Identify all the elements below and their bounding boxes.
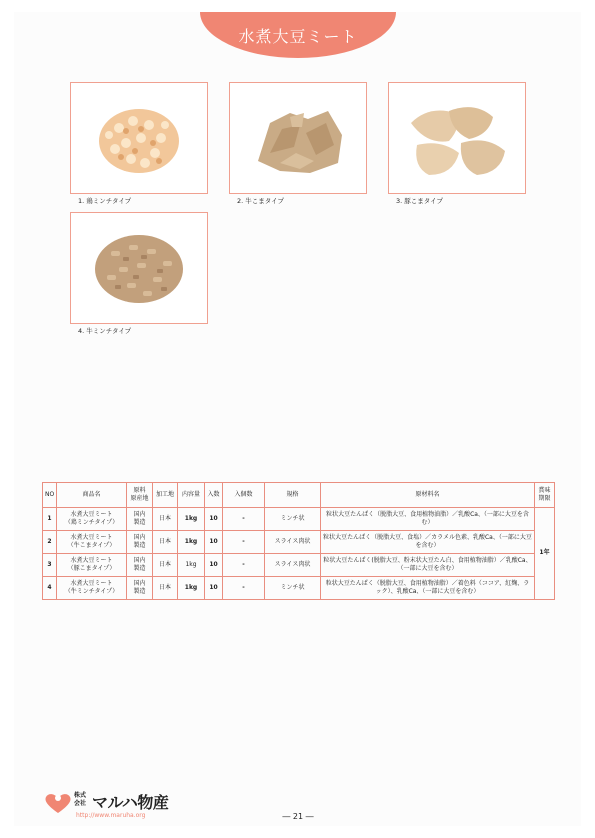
product-caption-1: 1. 鶏ミンチタイプ (78, 197, 132, 205)
company-url-link[interactable]: http://www.maruha.org (76, 812, 146, 819)
product-photo-2 (229, 82, 367, 194)
header-shelf-life: 賞味 期限 (535, 483, 555, 508)
row-ingredients: 粒状大豆たんぱく（脱脂大豆、食用植物油脂）／乳酸Ca、（一部に大豆を含む） (321, 508, 535, 531)
row-content: 1kg (178, 531, 205, 554)
company-logo[interactable] (44, 790, 184, 822)
logo-company-type: 株式会社 (74, 792, 87, 807)
row-spec: スライス肉状 (265, 554, 321, 577)
table-row (43, 508, 555, 531)
header-content: 内容量 (178, 483, 205, 508)
product-caption-2: 2. 牛こまタイプ (237, 197, 284, 205)
table-row (43, 531, 555, 554)
row-product-name: 水煮大豆ミート （牛こまタイプ） (57, 531, 127, 554)
product-photo-4 (70, 212, 208, 324)
row-quantity: 10 (205, 577, 223, 600)
row-content: 1kg (178, 508, 205, 531)
header-origin: 原料 原産地 (127, 483, 153, 508)
header-pieces: 入個数 (223, 483, 265, 508)
row-content: 1kg (178, 554, 205, 577)
beef-slice-image (230, 83, 366, 193)
row-quantity: 10 (205, 554, 223, 577)
row-no: 4 (43, 577, 57, 600)
row-origin: 国内 製造 (127, 531, 153, 554)
beef-mince-image (71, 213, 207, 323)
row-pieces: - (223, 531, 265, 554)
row-product-name: 水煮大豆ミート （牛ミンチタイプ） (57, 577, 127, 600)
row-origin: 国内 製造 (127, 508, 153, 531)
table-row (43, 554, 555, 577)
row-place: 日本 (153, 577, 178, 600)
row-pieces: - (223, 577, 265, 600)
table-row (43, 577, 555, 600)
logo-company-name: マルハ物産 (92, 793, 169, 812)
page-title: 水煮大豆ミート (200, 12, 396, 58)
row-product-name: 水煮大豆ミート （豚こまタイプ） (57, 554, 127, 577)
header-no: NO (43, 483, 57, 508)
row-pieces: - (223, 508, 265, 531)
row-no: 2 (43, 531, 57, 554)
row-place: 日本 (153, 508, 178, 531)
product-photo-1 (70, 82, 208, 194)
row-no: 1 (43, 508, 57, 531)
row-origin: 国内 製造 (127, 554, 153, 577)
product-caption-3: 3. 豚こまタイプ (396, 197, 443, 205)
header-spec: 規格 (265, 483, 321, 508)
page-number: ― 21 ― (282, 812, 314, 821)
header-processing-place: 加工地 (153, 483, 178, 508)
header-product-name: 商品名 (57, 483, 127, 508)
shelf-life-cell: 1年 (535, 508, 555, 600)
row-spec: スライス肉状 (265, 531, 321, 554)
row-ingredients: 粒状大豆たんぱく（脱脂大豆、食塩）／カラメル色素、乳酸Ca、（一部に大豆を含む） (321, 531, 535, 554)
row-ingredients: 粒状大豆たんぱく（脱脂大豆、食用植物油脂）／着色料（ココア、紅麹、ラック）、乳酸Ca、（一部に大豆を含む） (321, 577, 535, 600)
row-no: 3 (43, 554, 57, 577)
row-content: 1kg (178, 577, 205, 600)
chicken-mince-image (71, 83, 207, 193)
header-quantity: 入数 (205, 483, 223, 508)
row-place: 日本 (153, 531, 178, 554)
product-caption-4: 4. 牛ミンチタイプ (78, 327, 132, 335)
row-pieces: - (223, 554, 265, 577)
pork-slice-image (389, 83, 525, 193)
product-photo-3 (388, 82, 526, 194)
row-ingredients: 粒状大豆たんぱく(脱脂大豆、粉末状大豆たん白、食用植物油脂）／乳酸Ca、（一部に大豆を含む） (321, 554, 535, 577)
row-spec: ミンチ状 (265, 577, 321, 600)
row-product-name: 水煮大豆ミート （鶏ミンチタイプ） (57, 508, 127, 531)
heart-logo-icon (44, 792, 72, 814)
row-origin: 国内 製造 (127, 577, 153, 600)
table-header-row (43, 483, 555, 508)
header-ingredients: 原材料名 (321, 483, 535, 508)
row-spec: ミンチ状 (265, 508, 321, 531)
product-spec-table (42, 482, 555, 600)
row-place: 日本 (153, 554, 178, 577)
row-quantity: 10 (205, 508, 223, 531)
row-quantity: 10 (205, 531, 223, 554)
